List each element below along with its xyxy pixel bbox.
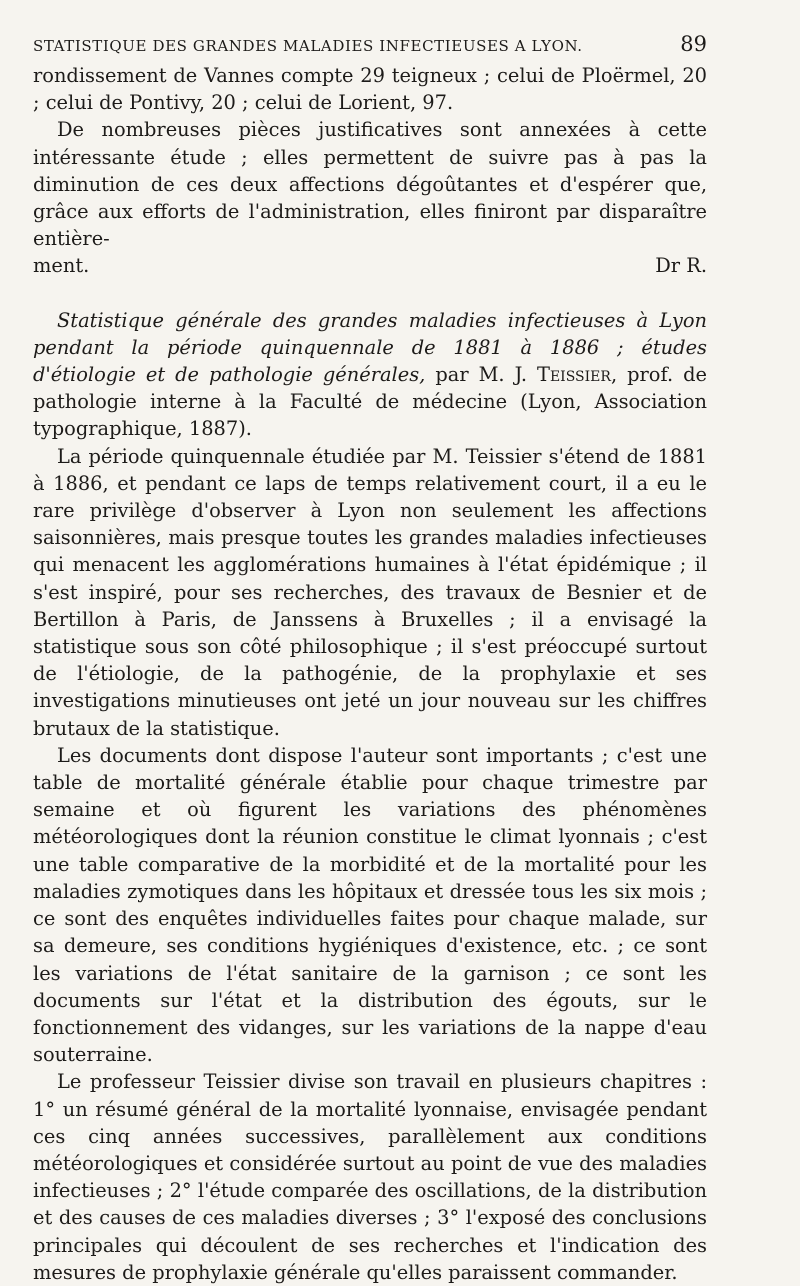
paragraph-end-word: ment. — [33, 254, 90, 278]
signature-line — [33, 252, 707, 279]
paragraph-periode: La période quinquennale étudiée par M. Teissier s'étend de 1881 à 1886, et pendant ce laps de temps relativement court, il a eu le rare privilège d'observer à Lyon non seulement les affections saisonnières, mais presque toutes les grandes maladies infectieuses qui menacent les agglomérations humaines à l'état épidémique ; il s'est inspiré, pour ses recherches, des travaux de Besnier et de Bertillon à Paris, de Janssens à Bruxelles ; il a envisagé la statistique sous son côté philosophique ; il s'est préoccupé surtout de l'étiologie, de la pathogénie, de la prophylaxie et ses investigations minutieuses ont jeté un jour nouveau sur les chiffres brutaux de la statistique. — [33, 444, 707, 740]
running-header — [33, 32, 707, 62]
review-author: Teissier, — [537, 363, 618, 387]
review-publication: prof. de pathologie interne à la Faculté de médecine (Lyon, Association typographique, 1887). — [33, 363, 707, 441]
paragraph-chapitres: Le professeur Teissier divise son travail en plusieurs chapitres : 1° un résumé général de la mortalité lyonnaise, envisagée pendant ces cinq années successives, parallèlement aux conditions météorologiques et considérée surtout au point de vue des maladies infectieuses ; 2° l'étude comparée des oscillations, de la distribution et des causes de ces maladies diverses ; 3° l'exposé des conclusions principales qui découlent de ses recherches et l'indication des mesures de prophylaxie générale qu'elles paraissent commander. — [33, 1070, 707, 1284]
review-heading — [33, 307, 707, 443]
section-gap — [33, 280, 707, 307]
paragraph-continuation: rondissement de Vannes compte 29 teigneux ; celui de Ploërmel, 20 ; celui de Pontivy, 20 ; celui de Lorient, 97. — [33, 64, 707, 115]
signature: Dr R. — [655, 254, 707, 278]
page-number: 89 — [680, 32, 707, 56]
running-title: STATISTIQUE DES GRANDES MALADIES INFECTIEUSES A LYON. — [33, 37, 583, 55]
paragraph-justificatives: De nombreuses pièces justificatives sont annexées à cette intéressante étude ; elles permettent de suivre pas à pas la diminution de ces deux affections dégoûtantes et d'espérer que, grâce aux efforts de l'administration, elles finiront par disparaître entière- — [33, 118, 707, 251]
paragraph-documents: Les documents dont dispose l'auteur sont importants ; c'est une table de mortalité générale établie pour chaque trimestre par semaine et où figurent les variations des phénomènes météorologiques dont la réunion constitue le climat lyonnais ; c'est une table comparative de la morbidité et de la mortalité pour les maladies zymotiques dans les hôpitaux et dressée tous les six mois ; ce sont des enquêtes individuelles faites pour chaque malade, sur sa demeure, ses conditions hygiéniques d'existence, etc. ; ce sont les variations de l'état sanitaire de la garnison ; ce sont les documents sur l'état et la distribution des égouts, sur le fonctionnement des vidanges, sur les variations de la nappe d'eau souterraine. — [33, 743, 707, 1067]
review-by: par M. J. — [435, 363, 528, 387]
page-body — [33, 62, 707, 1286]
review-title: Statistique générale des grandes maladies infectieuses à Lyon pendant la période quinquennale de 1881 à 1886 ; études d'étiologie et de pathologie générales, — [33, 308, 707, 387]
